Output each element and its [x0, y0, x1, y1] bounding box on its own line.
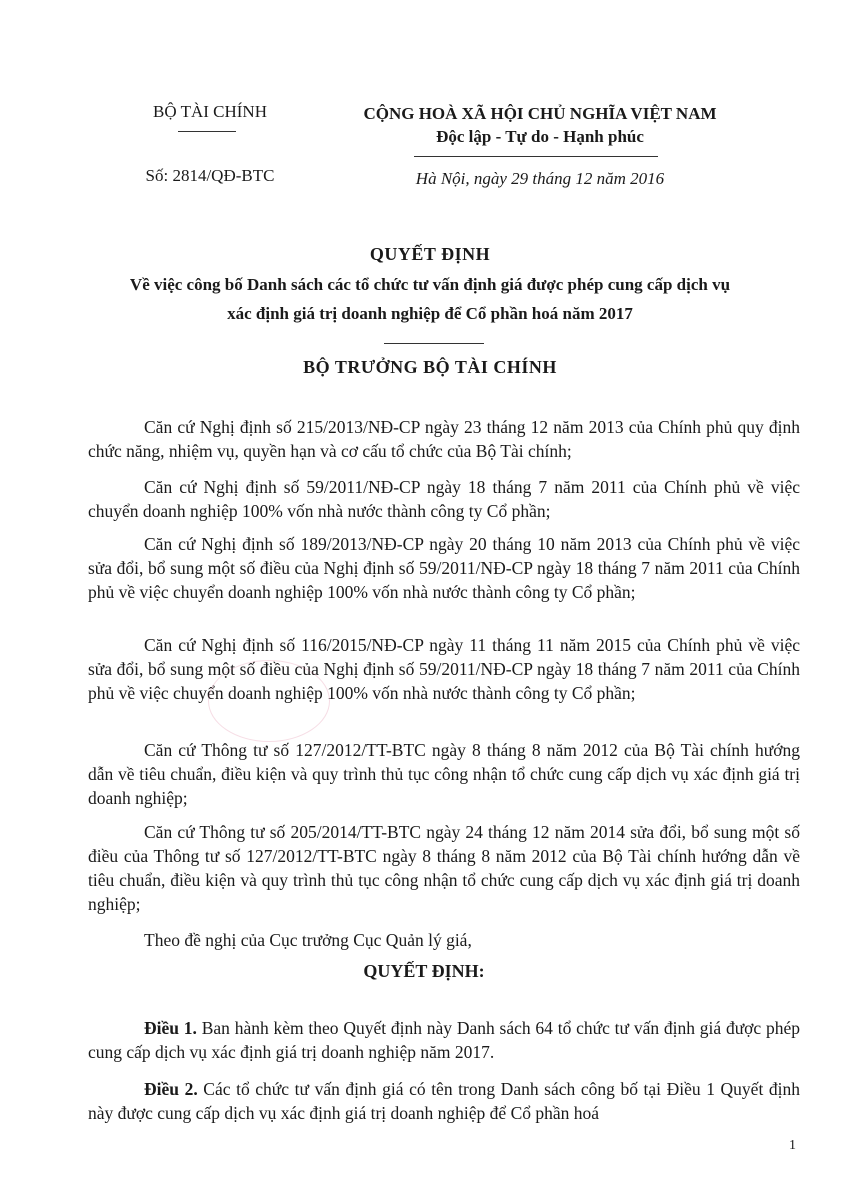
- national-motto: Độc lập - Tự do - Hạnh phúc: [436, 127, 644, 146]
- article-2: [88, 1077, 800, 1125]
- motto-underline: [414, 156, 658, 157]
- title-underline: [384, 343, 484, 344]
- decision-heading: QUYẾT ĐỊNH:: [363, 961, 485, 981]
- preamble-paragraph: Căn cứ Nghị định số 215/2013/NĐ-CP ngày 23 tháng 12 năm 2013 của Chính phủ quy định chức năng, nhiệm vụ, quyền hạn và cơ cấu tổ chức của Bộ Tài chính;: [88, 417, 800, 461]
- article-1: [88, 1016, 800, 1064]
- page-number: 1: [789, 1138, 796, 1153]
- article-2-label: Điều 2.: [144, 1079, 198, 1099]
- document-number: Số: 2814/QĐ-BTC: [145, 166, 275, 185]
- ministry-name: BỘ TÀI CHÍNH: [153, 102, 267, 121]
- preamble-paragraph: Căn cứ Thông tư số 127/2012/TT-BTC ngày 8 tháng 8 năm 2012 của Bộ Tài chính hướng dẫn về tiêu chuẩn, điều kiện và quy trình thủ tục công nhận tổ chức cung cấp dịch vụ xác định giá trị doanh nghiệp;: [88, 740, 800, 808]
- preamble-paragraph: Căn cứ Nghị định số 116/2015/NĐ-CP ngày 11 tháng 11 năm 2015 của Chính phủ về việc sửa đổi, bổ sung một số điều của Nghị định số 59/2011/NĐ-CP ngày 18 tháng 7 năm 2011 của Chính phủ về việc chuyển doanh nghiệp 100% vốn nhà nước thành công ty Cổ phần;: [88, 635, 800, 703]
- preamble-paragraph: Căn cứ Nghị định số 189/2013/NĐ-CP ngày 20 tháng 10 năm 2013 của Chính phủ về việc sửa đổi, bổ sung một số điều của Nghị định số 59/2011/NĐ-CP ngày 18 tháng 7 năm 2011 của Chính phủ về việc chuyển doanh nghiệp 100% vốn nhà nước thành công ty Cổ phần;: [88, 534, 800, 602]
- subject-line-2: xác định giá trị doanh nghiệp để Cổ phần hoá năm 2017: [227, 304, 633, 323]
- ministry-underline: [178, 131, 236, 132]
- document-title: QUYẾT ĐỊNH: [369, 244, 491, 264]
- article-2-text: Các tổ chức tư vấn định giá có tên trong Danh sách công bố tại Điều 1 Quyết định này được cung cấp dịch vụ xác định giá trị doanh nghiệp để Cổ phần hoá: [88, 1079, 801, 1123]
- preamble-paragraph: Căn cứ Thông tư số 205/2014/TT-BTC ngày 24 tháng 12 năm 2014 sửa đổi, bổ sung một số điều của Thông tư số 127/2012/TT-BTC ngày 8 tháng 8 năm 2012 của Bộ Tài chính hướng dẫn về tiêu chuẩn, điều kiện và quy trình thủ tục công nhận tổ chức cung cấp dịch vụ xác định giá trị doanh nghiệp;: [88, 822, 800, 914]
- article-1-text: Ban hành kèm theo Quyết định này Danh sách 64 tổ chức tư vấn định giá được phép cung cấp dịch vụ xác định giá trị doanh nghiệp năm 2017.: [88, 1018, 801, 1062]
- country-name: CỘNG HOÀ XÃ HỘI CHỦ NGHĨA VIỆT NAM: [363, 104, 717, 123]
- issuing-authority: BỘ TRƯỞNG BỘ TÀI CHÍNH: [303, 357, 557, 377]
- place-and-date: Hà Nội, ngày 29 tháng 12 năm 2016: [415, 169, 665, 188]
- preamble-paragraph: Theo đề nghị của Cục trưởng Cục Quản lý giá,: [144, 930, 472, 950]
- subject-line-1: Về việc công bố Danh sách các tổ chức tư vấn định giá được phép cung cấp dịch vụ: [129, 275, 731, 294]
- preamble-paragraph: Căn cứ Nghị định số 59/2011/NĐ-CP ngày 18 tháng 7 năm 2011 của Chính phủ về việc chuyển doanh nghiệp 100% vốn nhà nước thành công ty Cổ phần;: [88, 477, 800, 521]
- article-1-label: Điều 1.: [144, 1018, 197, 1038]
